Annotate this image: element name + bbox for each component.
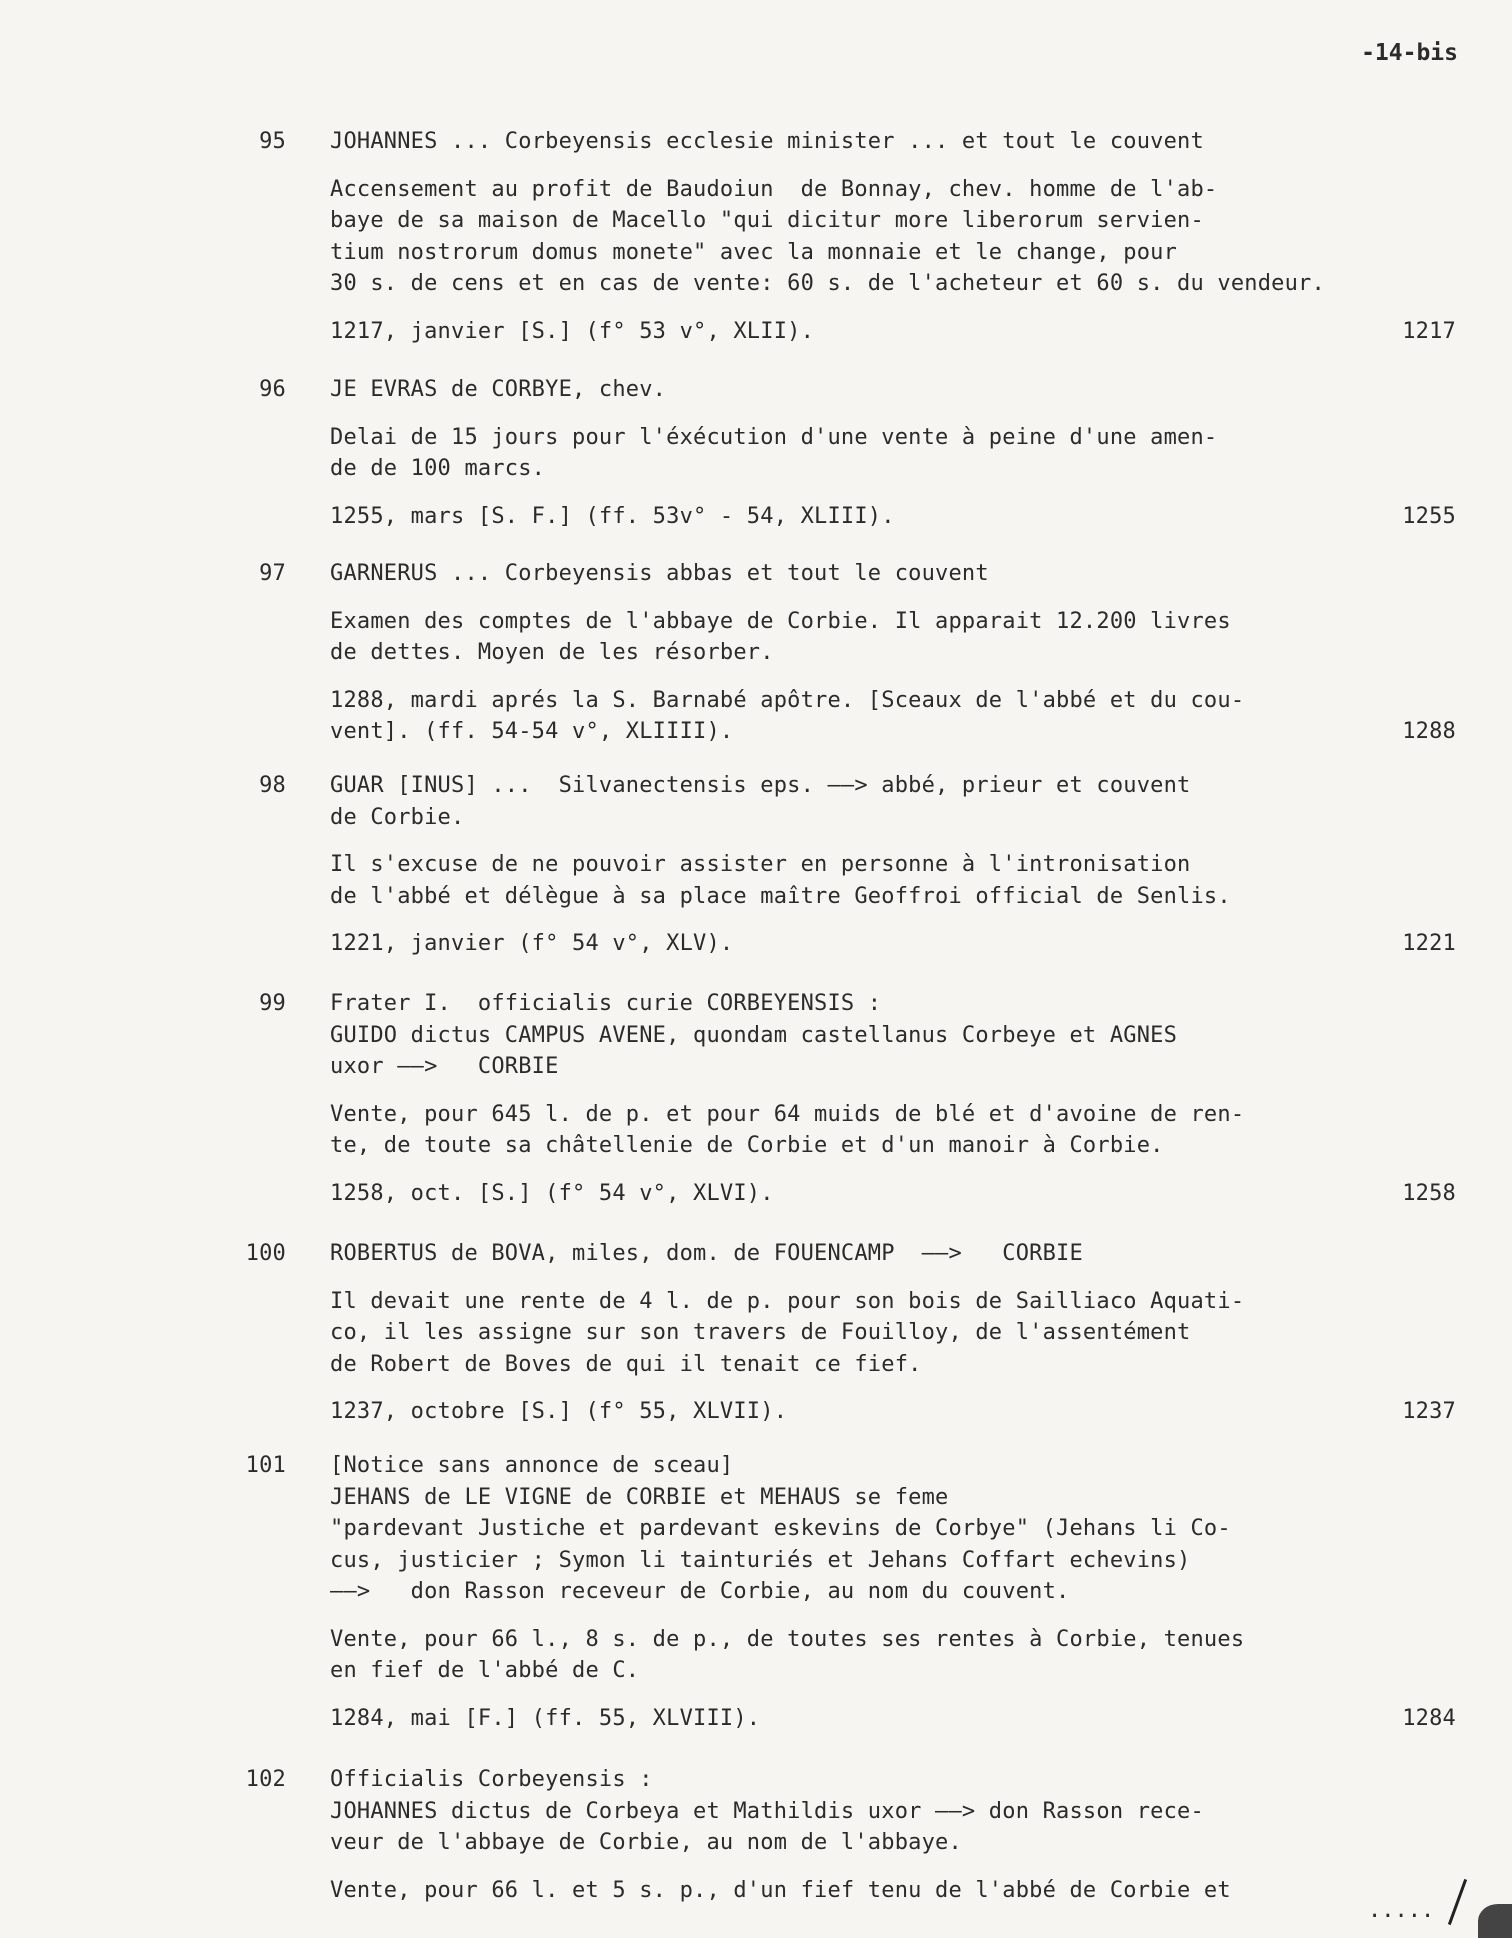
entry-line: vent]. (ff. 54-54 v°, XLIIII). xyxy=(330,719,734,744)
entry-line: 1255, mars [S. F.] (ff. 53v° - 54, XLIII). xyxy=(330,503,895,529)
entry-number: 101 xyxy=(245,1453,286,1478)
entry-line: JEHANS de LE VIGNE de CORBIE et MEHAUS se feme xyxy=(330,1484,949,1510)
entry-line: 1284, mai [F.] (ff. 55, XLVIII). xyxy=(330,1705,761,1731)
entry-line: tium nostrorum domus monete" avec la monnaie et le change, pour xyxy=(330,239,1178,265)
entry-year: 1258 xyxy=(1402,1181,1456,1206)
entry-year: 1255 xyxy=(1402,504,1456,529)
pen-mark xyxy=(1448,1879,1467,1925)
paragraph-gap xyxy=(330,833,1360,849)
entry-line: 1217, janvier [S.] (f° 53 v°, XLII). xyxy=(330,318,815,344)
paragraph-gap xyxy=(330,669,1360,685)
entry-line: GUAR [INUS] ... Silvanectensis eps. ——> abbé, prieur et couvent xyxy=(330,773,1191,798)
entry-body xyxy=(330,1238,1360,1428)
entry-line: Il devait une rente de 4 l. de p. pour son bois de Sailliaco Aquati- xyxy=(330,1288,1245,1314)
entry-line: ROBERTUS de BOVA, miles, dom. de FOUENCAMP ——> CORBIE xyxy=(330,1241,1083,1266)
entry-line: 30 s. de cens et en cas de vente: 60 s. de l'acheteur et 60 s. du vendeur. xyxy=(330,271,1325,296)
entry-line: GARNERUS ... Corbeyensis abbas et tout le couvent xyxy=(330,561,989,586)
paragraph-gap xyxy=(330,1859,1360,1875)
entry-body xyxy=(330,770,1360,960)
paragraph-gap xyxy=(330,1083,1360,1099)
entry-number: 96 xyxy=(259,377,286,402)
paragraph-gap xyxy=(330,912,1360,928)
entry-number: 102 xyxy=(245,1767,286,1792)
entry-body xyxy=(330,374,1360,532)
paragraph-gap xyxy=(330,485,1360,501)
entry-line: veur de l'abbaye de Corbie, au nom de l'abbaye. xyxy=(330,1830,962,1855)
entry-line: Officialis Corbeyensis : xyxy=(330,1767,653,1792)
entry-year: 1288 xyxy=(1402,719,1456,744)
paragraph-gap xyxy=(330,300,1360,316)
entry-line: baye de sa maison de Macello "qui dicitur more liberorum servien- xyxy=(330,208,1204,233)
entry-line: de dettes. Moyen de les résorber. xyxy=(330,640,774,665)
page-number: -14-bis xyxy=(1361,40,1458,66)
paragraph-gap xyxy=(330,1608,1360,1624)
entry-line: Accensement au profit de Baudoiun de Bonnay, chev. homme de l'ab- xyxy=(330,176,1218,202)
entry-line: Examen des comptes de l'abbaye de Corbie. Il apparait 12.200 livres xyxy=(330,608,1231,634)
entry-line: te, de toute sa châtellenie de Corbie et d'un manoir à Corbie. xyxy=(330,1133,1164,1158)
entry-line: JOHANNES ... Corbeyensis ecclesie minister ... et tout le couvent xyxy=(330,129,1204,154)
entry-line: 1237, octobre [S.] (f° 55, XLVII). xyxy=(330,1399,788,1424)
paragraph-gap xyxy=(330,1687,1360,1703)
entry-line: "pardevant Justiche et pardevant eskevins de Corbye" (Jehans li Co- xyxy=(330,1516,1231,1541)
entry-line: [Notice sans annonce de sceau] xyxy=(330,1453,734,1478)
entry-body xyxy=(330,1764,1360,1906)
entry-line: de Robert de Boves de qui il tenait ce fief. xyxy=(330,1351,922,1377)
entry-line: JE EVRAS de CORBYE, chev. xyxy=(330,377,667,402)
entry-year: 1221 xyxy=(1402,931,1456,956)
entry-year: 1237 xyxy=(1402,1399,1456,1424)
entry-line: co, il les assigne sur son travers de Fouilloy, de l'assentément xyxy=(330,1320,1191,1345)
entry-line: Vente, pour 66 l. et 5 s. p., d'un fief tenu de l'abbé de Corbie et xyxy=(330,1877,1231,1903)
entry-number: 100 xyxy=(245,1241,286,1266)
entry-body xyxy=(330,126,1360,347)
entry-line: GUIDO dictus CAMPUS AVENE, quondam castellanus Corbeye et AGNES xyxy=(330,1022,1178,1048)
entry-body xyxy=(330,558,1360,748)
paragraph-gap xyxy=(330,1162,1360,1178)
entry-line: uxor ——> CORBIE xyxy=(330,1054,559,1079)
entry-number: 99 xyxy=(259,991,286,1016)
entry-line: Frater I. officialis curie CORBEYENSIS : xyxy=(330,991,882,1016)
paragraph-gap xyxy=(330,590,1360,606)
entry-line: en fief de l'abbé de C. xyxy=(330,1658,640,1683)
entry-line: Vente, pour 645 l. de p. et pour 64 muids de blé et d'avoine de ren- xyxy=(330,1101,1245,1127)
entry-line: 1258, oct. [S.] (f° 54 v°, XLVI). xyxy=(330,1180,774,1206)
entry-line: Il s'excuse de ne pouvoir assister en personne à l'intronisation xyxy=(330,852,1191,877)
entry-line: cus, justicier ; Symon li tainturiés et Jehans Coffart echevins) xyxy=(330,1547,1191,1573)
entry-line: de de 100 marcs. xyxy=(330,456,546,481)
entry-line: 1288, mardi aprés la S. Barnabé apôtre. [Sceaux de l'abbé et du cou- xyxy=(330,687,1245,713)
paragraph-gap xyxy=(330,1380,1360,1396)
entry-number: 95 xyxy=(259,129,286,154)
paragraph-gap xyxy=(330,406,1360,422)
entry-year: 1217 xyxy=(1402,319,1456,344)
entry-line: 1221, janvier (f° 54 v°, XLV). xyxy=(330,931,734,956)
entry-line: JOHANNES dictus de Corbeya et Mathildis uxor ——> don Rasson rece- xyxy=(330,1798,1204,1824)
entry-body xyxy=(330,1450,1360,1734)
entry-line: Delai de 15 jours pour l'éxécution d'une vente à peine d'une amen- xyxy=(330,424,1218,450)
entry-line: Vente, pour 66 l., 8 s. de p., de toutes ses rentes à Corbie, tenues xyxy=(330,1626,1245,1652)
entry-number: 98 xyxy=(259,773,286,798)
entry-body xyxy=(330,988,1360,1209)
entry-line: ——> don Rasson receveur de Corbie, au nom du couvent. xyxy=(330,1579,1070,1604)
corner-blot xyxy=(1478,1904,1512,1938)
continuation-dots: ..... xyxy=(1368,1898,1435,1923)
entry-number: 97 xyxy=(259,561,286,586)
paragraph-gap xyxy=(330,1270,1360,1286)
entry-line: de l'abbé et délègue à sa place maître Geoffroi official de Senlis. xyxy=(330,883,1231,909)
paragraph-gap xyxy=(330,158,1360,174)
entry-line: de Corbie. xyxy=(330,804,465,830)
entry-year: 1284 xyxy=(1402,1706,1456,1731)
